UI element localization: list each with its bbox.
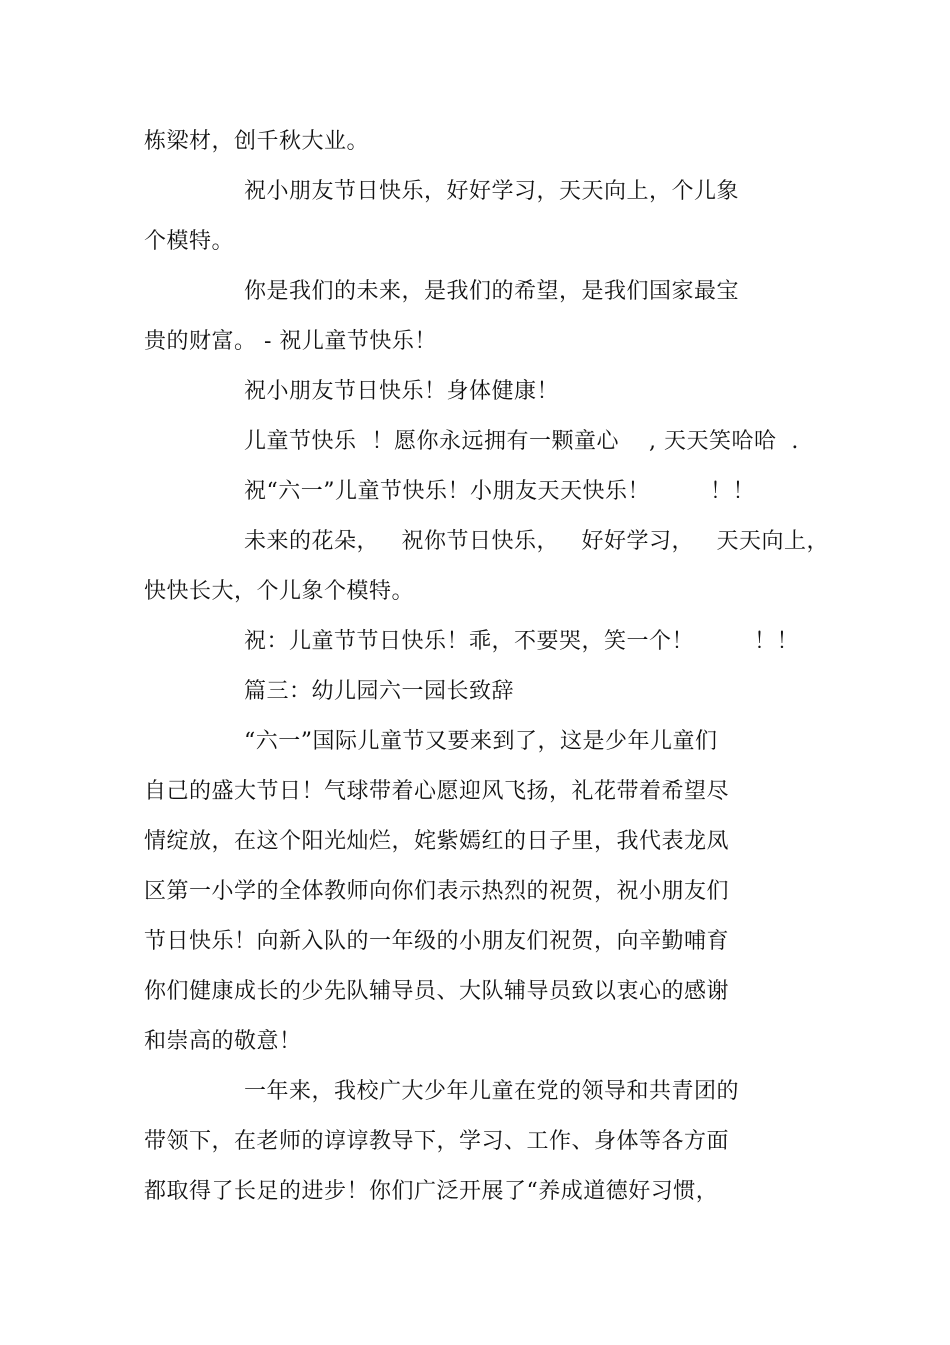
text-line: 祝小朋友节日快乐！身体健康！ [244, 379, 560, 404]
text-line: 个模特。 [144, 229, 235, 254]
text-line: 祝小朋友节日快乐，好好学习，天天向上，个儿象 [244, 179, 740, 204]
text-line: 情绽放，在这个阳光灿烂，姹紫嫣红的日子里，我代表龙凤 [144, 829, 730, 854]
text-line: 你是我们的未来，是我们的希望，是我们国家最宝 [244, 279, 740, 304]
text-line: 带领下，在老师的谆谆教导下，学习、工作、身体等各方面 [144, 1129, 730, 1154]
text-line: 祝：儿童节节日快乐！乖，不要哭，笑一个！ ！！ [244, 629, 799, 654]
text-line: “六一”国际儿童节又要来到了，这是少年儿童们 [244, 729, 718, 754]
text-line: 儿童节快乐 ！愿你永远拥有一颗童心 , 天天笑哈哈 . [244, 429, 799, 454]
text-line: 栋梁材，创千秋大业。 [144, 129, 370, 154]
text-line: 贵的财富。 - 祝儿童节快乐！ [144, 329, 437, 354]
text-line: 快快长大，个儿象个模特。 [144, 579, 415, 604]
text-line: 都取得了长足的进步！你们广泛开展了“养成道德好习惯， [144, 1179, 719, 1204]
text-line: 区第一小学的全体教师向你们表示热烈的祝贺，祝小朋友们 [144, 879, 730, 904]
text-line: 节日快乐！向新入队的一年级的小朋友们祝贺，向辛勤哺育 [144, 929, 730, 954]
text-line: 祝“六一”儿童节快乐！小朋友天天快乐！ ！！ [244, 479, 755, 504]
text-line: 未来的花朵， 祝你节日快乐， 好好学习， 天天向上， [244, 529, 829, 554]
text-line: 你们健康成长的少先队辅导员、大队辅导员致以衷心的感谢 [144, 979, 730, 1004]
text-line: 自己的盛大节日！气球带着心愿迎风飞扬，礼花带着希望尽 [144, 779, 730, 804]
text-line: 和崇高的敬意！ [144, 1029, 302, 1054]
text-line: 一年来，我校广大少年儿童在党的领导和共青团的 [244, 1079, 740, 1104]
section-heading: 篇三：幼儿园六一园长致辞 [244, 679, 515, 704]
